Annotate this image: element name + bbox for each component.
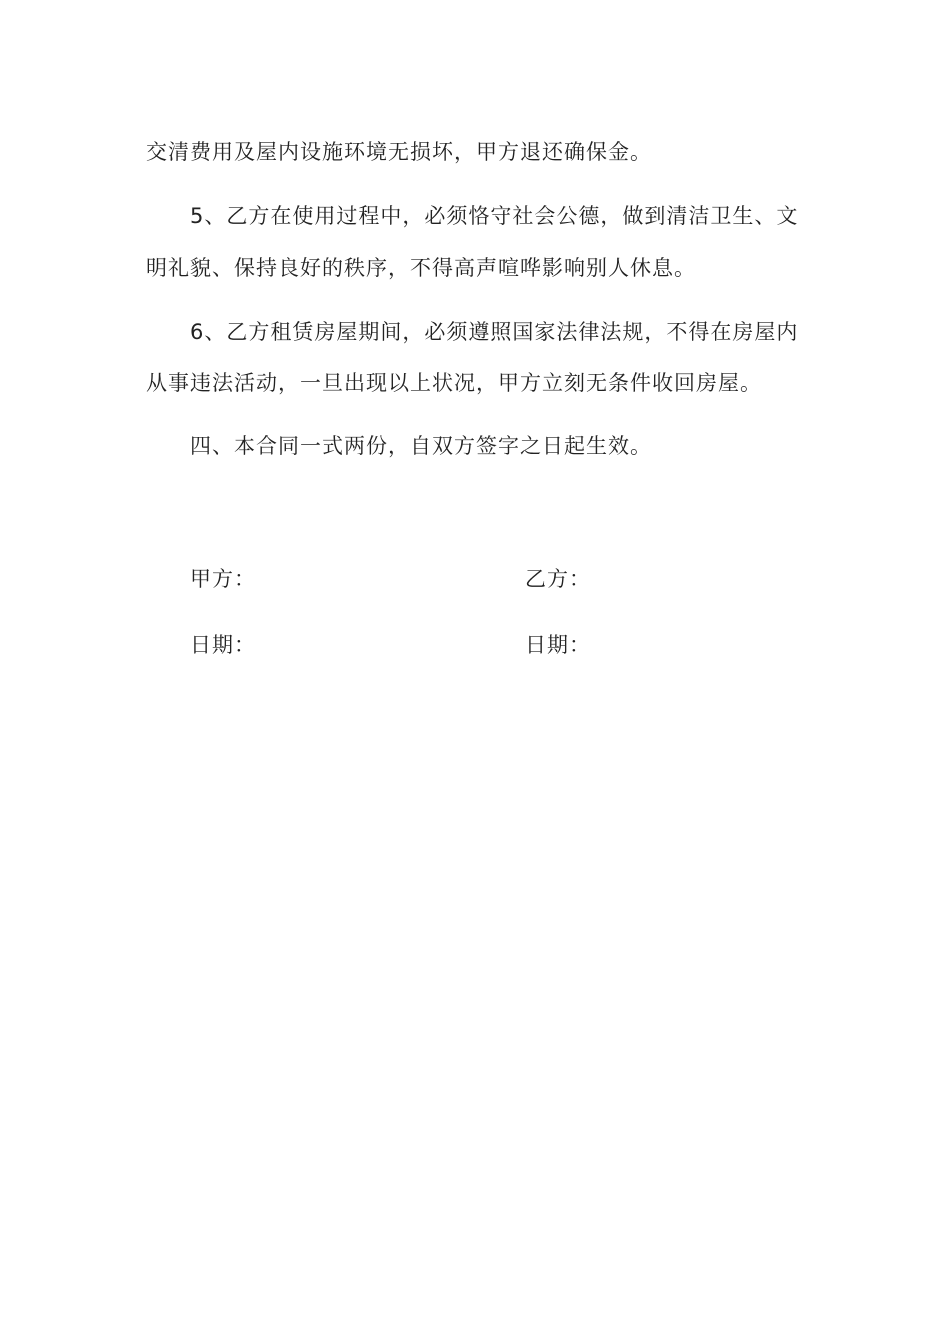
clause-4-continuation: 交清费用及屋内设施环境无损坏，甲方退还确保金。 [146, 140, 652, 164]
party-a-signature-label: 甲方： [190, 567, 256, 591]
clause-5-line-1: 5、乙方在使用过程中，必须恪守社会公德，做到清洁卫生、文 [190, 204, 799, 228]
section-4-effective-clause: 四、本合同一式两份，自双方签字之日起生效。 [190, 434, 652, 458]
clause-5-line-2: 明礼貌、保持良好的秩序，不得高声喧哗影响别人休息。 [146, 256, 696, 280]
clause-6-line-1: 6、乙方租赁房屋期间，必须遵照国家法律法规，不得在房屋内 [190, 320, 799, 344]
clause-6-line-2: 从事违法活动，一旦出现以上状况，甲方立刻无条件收回房屋。 [146, 371, 762, 395]
party-b-date-label: 日期： [525, 633, 591, 657]
party-a-date-label: 日期： [190, 633, 256, 657]
party-b-signature-label: 乙方： [525, 567, 591, 591]
